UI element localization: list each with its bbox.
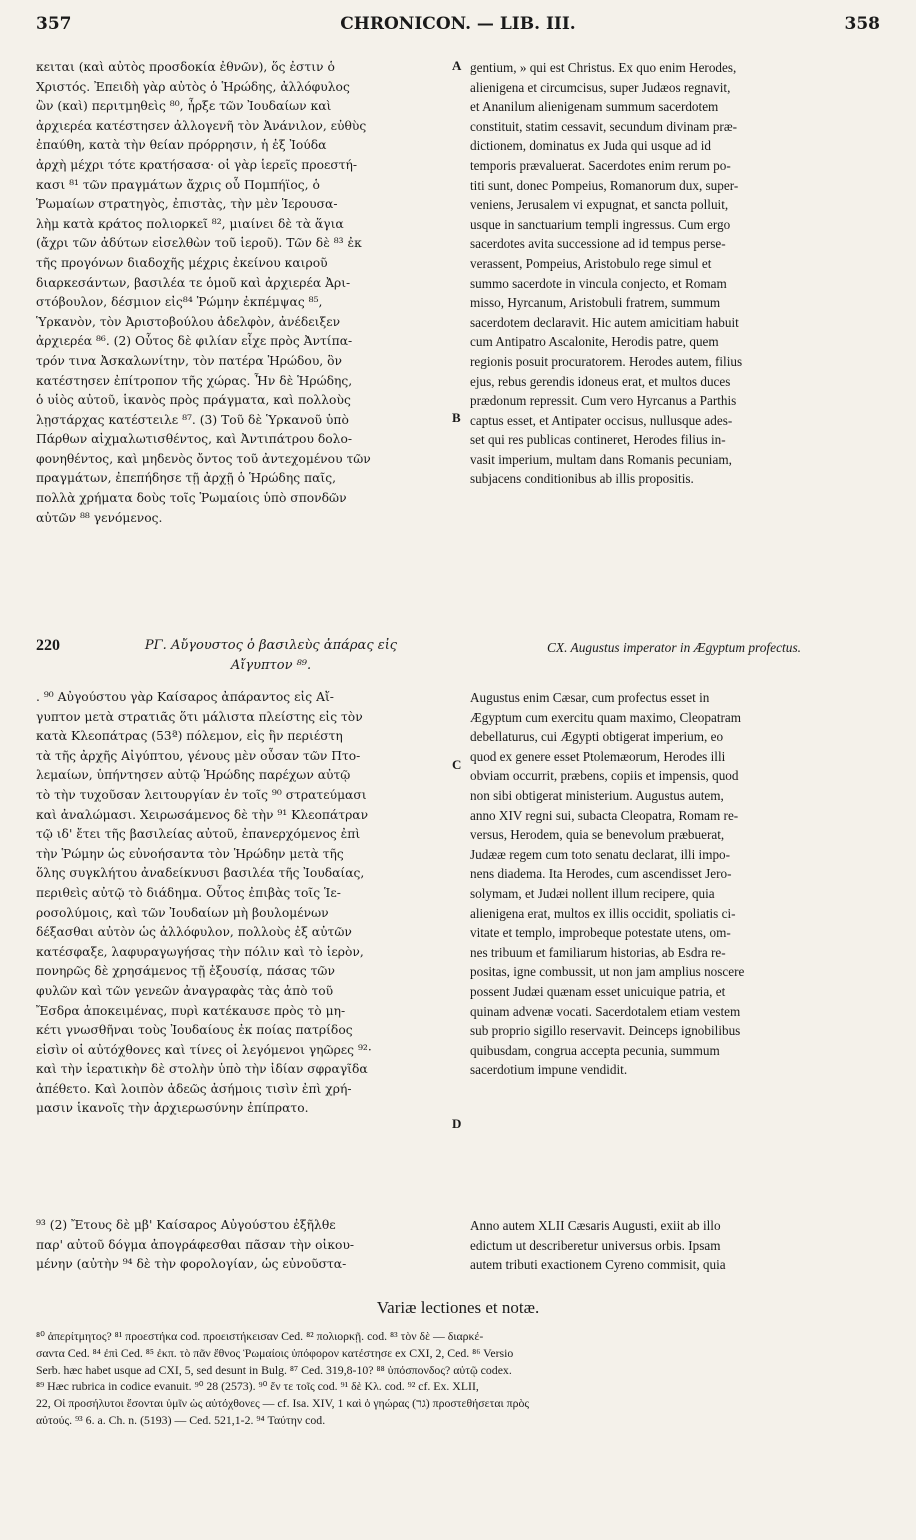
latin-text-line: captus esset, et Antipater occisus, nullusque ades- bbox=[470, 412, 733, 428]
margin-letter-b: B bbox=[452, 410, 461, 425]
greek-text-line: τὰ τῆς ἀρχῆς Αἰγύπτου, γένους μὲν οὖσαν τῶν Πτο- bbox=[36, 748, 361, 763]
latin-text-line: set qui res publicas contineret, Herodes filius in- bbox=[470, 432, 726, 448]
latin-text-line: versus, Herodem, quia se benevolum præbuerat, bbox=[470, 827, 725, 843]
latin-column-bottom bbox=[470, 1216, 878, 1275]
latin-text-line: constituit, statim cessavit, secundum divinam præ- bbox=[470, 118, 738, 134]
latin-text-line: Augustus enim Cæsar, cum profectus esset in bbox=[470, 690, 710, 705]
greek-text-line: ὢν (καὶ) περιτμηθεὶς ⁸⁰, ἦρξε τῶν Ἰουδαίων καὶ bbox=[36, 99, 332, 114]
latin-text-line: alienigena et circumcisus, super Judæos regnavit, bbox=[470, 79, 731, 95]
greek-text-line: περιθεὶς αὐτῷ τὸ διάδημα. Οὗτος ἐπιβὰς τοῖς Ἱε- bbox=[36, 885, 341, 900]
latin-text-line: sacerdotes avita successione ad id tempus perse- bbox=[470, 236, 726, 252]
greek-heading-line: Αἴγυπτον ⁸⁹. bbox=[230, 657, 312, 673]
greek-text-line: κασι ⁸¹ τῶν πραγμάτων ἄχρις οὗ Πομπήϊος, ὁ bbox=[36, 177, 320, 192]
latin-text-line: alienigena erat, multos ex illis occidit, spoliatis ci- bbox=[470, 905, 736, 921]
greek-text-line: ὁ υἱὸς αὐτοῦ, ἱκανὸς πρὸς πράγματα, καὶ πολλοὺς bbox=[36, 393, 351, 408]
greek-text-line: μασιν ἱκανοῖς τὴν ἀρχιερωσύνην ἐπίπρατο. bbox=[36, 1101, 309, 1116]
latin-text-line: subjacens conditionibus ab illis propositis. bbox=[470, 471, 694, 487]
greek-text-line: πραγμάτων, ἐπεπήδησε τῇ ἀρχῇ ὁ Ἡρώδης παῖς, bbox=[36, 471, 337, 486]
note-line: ⁸⁹ Hæc rubrica in codice evanuit. ⁹⁰ 28 (2573). ⁹⁰ ἔν τε τοῖς cod. ⁹¹ δὲ Κλ. cod. ⁹² cf. Ex. XLII, bbox=[36, 1379, 479, 1394]
latin-text-line: temporis prævaluerat. Sacerdotes enim rerum po- bbox=[470, 157, 731, 173]
latin-text-line: anno XIV regni sui, subacta Cleopatra, Romam re- bbox=[470, 807, 739, 823]
latin-text-line: sacerdotem declaravit. Hic autem amicitiam habuit bbox=[470, 314, 739, 330]
greek-text-line: φυλῶν καὶ τῶν γενεῶν ἀναγραφὰς τὰς ἀπὸ τοῦ bbox=[36, 983, 334, 998]
greek-text-line: φονηθέντος, καὶ μηδενὸς ὄντος τοῦ ἀντεχομένου τῶν bbox=[36, 451, 371, 466]
latin-text-line: et Ananilum alienigenam summum sacerdotem bbox=[470, 99, 719, 115]
latin-section-heading: CX. Augustus imperator in Ægyptum profectus. bbox=[546, 640, 802, 655]
greek-text-line: τρόν τινα Ἀσκαλωνίτην, τὸν πατέρα Ἡρώδου, ὃν bbox=[36, 353, 343, 368]
latin-text-line: autem tributi exactionem Cyreno commisit, quia bbox=[470, 1257, 726, 1273]
latin-text-line: sub proprio sigillo reservavit. Deinceps ignobilibus bbox=[470, 1023, 741, 1039]
greek-section-heading bbox=[86, 636, 456, 675]
latin-text-line: non sibi obtigerat ministerium. Augustus autem, bbox=[470, 787, 724, 803]
latin-text-line: dictionem, dominatus ex Juda qui usque ad id bbox=[470, 138, 712, 154]
latin-column-mid bbox=[470, 688, 878, 1080]
greek-text-line: ροσολύμοις, καὶ τῶν Ἰουδαίων μὴ βουλομένων bbox=[36, 905, 329, 920]
latin-text-line: sacerdotium impune vendidit. bbox=[470, 1062, 628, 1078]
greek-text-line: αὐτῶν ⁸⁸ γενόμενος. bbox=[36, 510, 163, 525]
running-header bbox=[36, 14, 880, 42]
latin-text-line: quinam advenæ vocati. Sacerdotalem etiam vestem bbox=[470, 1003, 741, 1019]
latin-column-top bbox=[470, 58, 878, 489]
greek-text-line: ⁹³ (2) Ἔτους δὲ μβ' Καίσαρος Αὐγούστου ἐξῆλθε bbox=[36, 1218, 336, 1232]
latin-text-line: regionis posuit procuratorem. Herodes autem, filius bbox=[470, 353, 743, 369]
greek-text-line: Ῥωμαίων στρατηγὸς, ἐπιστὰς, τὴν μὲν Ἱερουσα- bbox=[36, 197, 338, 212]
latin-text-line: vasit imperium, multam dans Romanis pecuniam, bbox=[470, 451, 732, 467]
greek-text-line: διαρκεσάντων, βασιλέα τε ὁμοῦ καὶ ἀρχιερέα Ἀρι- bbox=[36, 275, 351, 290]
greek-text-line: ἀρχιερέα κατέστησεν ἀλλογενῆ τὸν Ἀνάνιλον, εὐθὺς bbox=[36, 118, 367, 133]
variant-notes bbox=[36, 1328, 880, 1429]
greek-text-line: τὸ τὴν τυχοῦσαν λειτουργίαν ἐν τοῖς ⁹⁰ στρατεύμασι bbox=[36, 787, 367, 802]
page-number-right: 358 bbox=[844, 14, 880, 34]
greek-text-line: παρ' αὐτοῦ δόγμα ἀπογράφεσθαι πᾶσαν τὴν οἰκου- bbox=[36, 1237, 355, 1252]
greek-text-line: Πάρθων αἰχμαλωτισθέντος, καὶ Ἀντιπάτρου δολο- bbox=[36, 432, 353, 447]
section-number: 220 bbox=[36, 637, 60, 654]
greek-text-line: καὶ ἀναλώμασι. Χειρωσάμενος δὲ τὴν ⁹¹ Κλεοπάτραν bbox=[36, 807, 369, 822]
latin-text-line: solymam, et Judæi nollent illum recipere, quia bbox=[470, 885, 715, 901]
greek-text-line: γυπτον μετὰ στρατιᾶς ὅτι μάλιστα πλείστης εἰς τὸν bbox=[36, 709, 363, 724]
latin-text-line: positas, igne combussit, ut non jam amplius noscere bbox=[470, 964, 745, 980]
latin-text-line: Ægyptum cum exercitu quam maximo, Cleopatram bbox=[470, 709, 742, 725]
latin-text-line: quibusdam, congrua accepta pecunia, summum bbox=[470, 1042, 720, 1058]
margin-letter-a: A bbox=[452, 58, 462, 73]
greek-text-line: στόβουλον, δέσμιον εἰς⁸⁴ Ῥώμην ἐκπέμψας ⁸⁵, bbox=[36, 295, 323, 310]
greek-text-line: κατέσφαξε, λαφυραγωγήσας τὴν πόλιν καὶ τὸ ἱερὸν, bbox=[36, 944, 364, 959]
latin-text-line: prædonum repressit. Cum vero Hyrcanus a Parthis bbox=[470, 393, 737, 409]
latin-text-line: cum Antipatro Ascalonite, Herodis patre, quem bbox=[470, 334, 719, 350]
latin-text-line: quod ex genere esset Ptolemæorum, Herodes illi bbox=[470, 748, 726, 764]
latin-text-line: veniens, Jerusalem vi expugnat, et sancta polluit, bbox=[470, 197, 729, 213]
latin-text-line: possent Judæi quænam esset unicuique patria, et bbox=[470, 983, 726, 999]
greek-text-line: τῷ ιδ' ἔτει τῆς βασιλείας αὐτοῦ, ἐπανερχόμενος ἐπὶ bbox=[36, 827, 361, 842]
latin-text-line: summo sacerdote in vincula conjecto, et Romam bbox=[470, 275, 727, 291]
greek-text-line: τὴν Ῥώμην ὡς εὐνοήσαντα τὸν Ἡρώδην μετὰ τῆς bbox=[36, 846, 344, 861]
greek-text-line: μένην (αὐτὴν ⁹⁴ δὲ τὴν φορολογίαν, ὡς εὐνοῦστα- bbox=[36, 1257, 347, 1272]
latin-text-line: titi sunt, donec Pompeius, Romanorum dux, super- bbox=[470, 177, 739, 193]
greek-column-bottom bbox=[36, 1216, 454, 1275]
greek-text-line: τῆς προγόνων διαδοχῆς μέχρις ἐκείνου καιροῦ bbox=[36, 255, 328, 270]
greek-text-line: κειται (καὶ αὐτὸς προσδοκία ἐθνῶν), ὅς ἐστιν ὁ bbox=[36, 60, 335, 74]
margin-letter-c: C bbox=[452, 757, 462, 772]
greek-text-line: . ⁹⁰ Αὐγούστου γὰρ Καίσαρος ἀπάραντος εἰς Αἴ- bbox=[36, 690, 334, 704]
note-line: Serb. hæc habet usque ad CXI, 5, sed desunt in Bulg. ⁸⁷ Ced. 319,8-10? ⁸⁸ ὑπόσπονδος? αὐτῷ codex. bbox=[36, 1362, 512, 1377]
latin-text-line: verassent, Pompeius, Aristobulo rege simul et bbox=[470, 255, 712, 271]
greek-text-line: κατέστησεν ἐπίτροπον τῆς χώρας. Ἦν δὲ Ἡρώδης, bbox=[36, 373, 353, 388]
latin-text-line: debellaturus, cui Ægypti obtigerat imperium, eo bbox=[470, 729, 724, 745]
latin-text-line: nens diadema. Ita Herodes, cum ascendisset Jero- bbox=[470, 866, 732, 882]
note-line: αὐτούς. ⁹³ 6. a. Ch. n. (5193) — Ced. 521,1-2. ⁹⁴ Ταύτην cod. bbox=[36, 1412, 326, 1427]
latin-text-line: vitate et templo, improbeque potestate utens, om- bbox=[470, 925, 731, 941]
latin-text-line: edictum ut describeretur universus orbis. Ipsam bbox=[470, 1237, 721, 1253]
notes-title: Variæ lectiones et notæ. bbox=[376, 1298, 540, 1317]
greek-text-line: λεμαίων, ὑπήντησεν αὐτῷ Ἡρώδης παρέχων αὐτῷ bbox=[36, 768, 351, 783]
page-number-left: 357 bbox=[36, 14, 72, 34]
greek-text-line: δέξασθαι αὐτὸν ὡς ἀλλόφυλον, πολλοὺς ἐξ αὐτῶν bbox=[36, 925, 352, 940]
greek-text-line: κατὰ Κλεοπάτρας (53ª) πόλεμον, εἰς ἣν περιέστη bbox=[36, 729, 343, 744]
greek-text-line: κέτι γνωσθῆναι τοὺς Ἰουδαίους ἐκ ποίας πατρίδος bbox=[36, 1023, 353, 1038]
latin-text-line: ejus, rebus gerendis idoneus erat, et multos duces bbox=[470, 373, 731, 389]
latin-text-line: Judææ regem cum toto senatu declarat, illi impo- bbox=[470, 846, 731, 862]
greek-text-line: καὶ τὴν ἱερατικὴν δὲ στολὴν ὑπὸ τὴν ἰδίαν σφραγῖδα bbox=[36, 1062, 368, 1077]
latin-text-line: nes tribuum et familiarum historias, ab Esdra re- bbox=[470, 944, 726, 960]
greek-text-line: πονηρῶς δὲ χρησάμενος τῇ ἐξουσίᾳ, πάσας τῶν bbox=[36, 964, 335, 979]
greek-heading-line: ΡΓ. Αὔγουστος ὁ βασιλεὺς ἀπάρας εἰς bbox=[144, 638, 398, 653]
greek-text-line: Ὑρκανὸν, τὸν Ἀριστοβούλου ἀδελφὸν, ἀνέδειξεν bbox=[36, 314, 341, 329]
running-title: CHRONICON. — LIB. III. bbox=[340, 14, 576, 34]
greek-text-line: λῃστάρχας κατέστειλε ⁸⁷. (3) Τοῦ δὲ Ὑρκανοῦ ὑπὸ bbox=[36, 412, 349, 427]
latin-text-line: gentium, » qui est Christus. Ex quo enim Herodes, bbox=[470, 60, 737, 75]
note-line: 22, Οἱ προσήλυτοι ἔσονται ὑμῖν ὡς αὐτόχθονες — cf. Isa. XIV, 1 καὶ ὁ γηώρας (גר) προστεθήσεται πρὸς bbox=[36, 1396, 530, 1411]
greek-text-line: (ἄχρι τῶν ἀδύτων εἰσελθὼν τοῦ ἱεροῦ). Τῶν δὲ ⁸³ ἐκ bbox=[36, 236, 362, 251]
latin-text-line: misso, Hyrcanum, Aristobuli fratrem, summum bbox=[470, 295, 721, 311]
note-line: ⁸⁰ ἀπερίτμητος? ⁸¹ προεστήκα cod. προειστήκεισαν Ced. ⁸² πολιορκῇ. cod. ⁸³ τὸν δὲ — διαρκέ- bbox=[36, 1329, 484, 1343]
greek-text-line: ἀρχιερέα ⁸⁶. (2) Οὗτος δὲ φιλίαν εἶχε πρὸς Ἀντίπα- bbox=[36, 334, 353, 349]
greek-text-line: Χριστός. Ἐπειδὴ γὰρ αὐτὸς ὁ Ἡρώδης, ἀλλόφυλος bbox=[36, 79, 350, 94]
greek-text-line: ἐπαύθη, κατὰ τὴν θείαν πρόρρησιν, ἡ ἐξ Ἰούδα bbox=[36, 138, 327, 153]
latin-text-line: obviam occurrit, præbens, copiis et impensis, quod bbox=[470, 768, 739, 784]
greek-column-top bbox=[36, 58, 454, 528]
margin-letter-d: D bbox=[452, 1116, 462, 1131]
greek-column-mid bbox=[36, 688, 454, 1119]
greek-text-line: ἀπέθετο. Καὶ λοιπὸν ἀδεῶς ἀσήμοις τισὶν ἐπὶ χρή- bbox=[36, 1081, 352, 1096]
latin-text-line: Anno autem XLII Cæsaris Augusti, exiit ab illo bbox=[470, 1218, 721, 1233]
greek-text-line: πολλὰ χρήματα δοὺς τοῖς Ῥωμαίοις ὑπὸ σπονδῶν bbox=[36, 491, 347, 506]
greek-text-line: Ἔσδρα ἀποκειμένας, πυρὶ κατέκαυσε πρὸς τὸ μη- bbox=[36, 1003, 346, 1018]
greek-text-line: ὅλης συγκλήτου ἀναδείκνυσι βασιλέα τῆς Ἰουδαίας, bbox=[36, 866, 365, 881]
greek-text-line: ἀρχὴ μέχρι τότε κρατήσασα· οἱ γὰρ ἱερεῖς προεστή- bbox=[36, 157, 358, 172]
latin-text-line: usque in sanctuarium templi ingressus. Cum ergo bbox=[470, 216, 731, 232]
note-line: σαντα Ced. ⁸⁴ ἐπὶ Ced. ⁸⁵ ἐκπ. τὸ πᾶν ἔθνος Ῥωμαίοις ὑπόφορον κατέστησε ex CXI, 2, Ced. ⁸⁶ Versio bbox=[36, 1345, 514, 1360]
greek-text-line: λὴμ κατὰ κράτος πολιορκεῖ ⁸², μιαίνει δὲ τὰ ἅγια bbox=[36, 216, 344, 231]
greek-text-line: εἰσὶν οἱ αὐτόχθονες καὶ τίνες οἱ λεγόμενοι γηῶρες ⁹²· bbox=[36, 1042, 372, 1057]
